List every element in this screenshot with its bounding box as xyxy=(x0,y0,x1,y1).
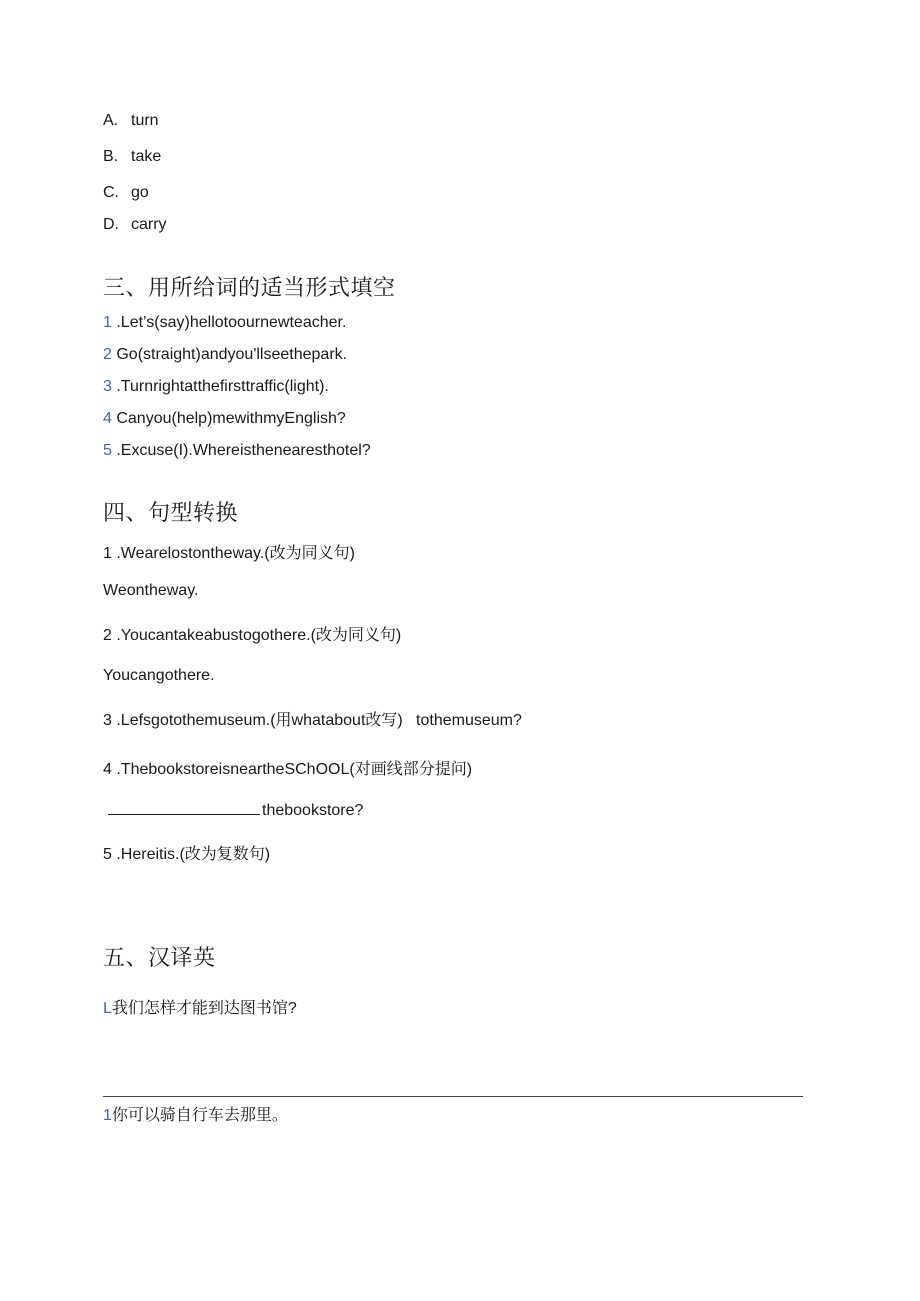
item-number: L xyxy=(103,1000,112,1017)
option-text: turn xyxy=(131,112,159,129)
option-text: carry xyxy=(131,216,167,233)
answer-text: thebookstore? xyxy=(262,802,364,819)
item-text: Canyou(help)mewithmyEnglish? xyxy=(111,410,346,427)
answer-line: Weontheway. xyxy=(103,582,199,599)
answer-line: Youcangothere. xyxy=(103,667,215,684)
option-text: take xyxy=(131,148,162,165)
item-number: 3 xyxy=(103,712,112,729)
item-number: 4 xyxy=(103,761,112,778)
item-number: 2 xyxy=(103,627,112,644)
option-letter: B. xyxy=(103,148,119,165)
item-text: .Hereitis.(改为复数句) xyxy=(111,846,271,863)
question xyxy=(103,756,472,779)
item-text: .Youcantakeabustogothere.(改为同义句) xyxy=(111,627,402,644)
list-item xyxy=(103,378,329,396)
question xyxy=(103,995,297,1018)
item-text: .Wearelostontheway.(改为同义句) xyxy=(111,545,355,562)
question xyxy=(103,707,522,730)
section3-heading: 三、用所给词的适当形式填空 xyxy=(103,275,396,300)
answer-line xyxy=(108,800,363,820)
item-number: 1 xyxy=(103,314,112,331)
list-item xyxy=(103,314,346,332)
item-text: .Lefsgotothemuseum.(用whatabout改写) tothemuseum? xyxy=(111,712,522,729)
item-number: 1 xyxy=(103,1107,112,1124)
option-b xyxy=(103,148,161,166)
option-letter: C. xyxy=(103,184,119,201)
question xyxy=(103,622,401,645)
item-number: 2 xyxy=(103,346,112,363)
question xyxy=(103,540,355,563)
item-text: .Excuse(I).Whereisthenearesthotel? xyxy=(111,442,371,459)
question xyxy=(103,841,270,864)
item-text: .Let’s(say)hellotoournewteacher. xyxy=(111,314,347,331)
list-item xyxy=(103,346,347,364)
item-number: 3 xyxy=(103,378,112,395)
item-text: .Turnrightatthefirsttraffic(light). xyxy=(111,378,329,395)
item-text: Go(straight)andyou'llseethepark. xyxy=(111,346,348,363)
list-item xyxy=(103,410,346,428)
item-number: 5 xyxy=(103,846,112,863)
question xyxy=(103,1102,288,1125)
item-text: 我们怎样才能到达图书馆? xyxy=(111,1000,297,1017)
item-text: .ThebookstoreisneartheSChOOL(对画线部分提问) xyxy=(111,761,473,778)
section5-heading: 五、汉译英 xyxy=(103,945,216,970)
option-c xyxy=(103,184,149,202)
option-text: go xyxy=(131,184,149,201)
item-number: 4 xyxy=(103,410,112,427)
answer-blank xyxy=(108,800,260,815)
section4-heading: 四、句型转换 xyxy=(103,500,239,525)
item-number: 5 xyxy=(103,442,112,459)
option-d xyxy=(103,216,167,234)
item-number: 1 xyxy=(103,545,112,562)
option-a xyxy=(103,112,159,130)
option-letter: A. xyxy=(103,112,119,129)
item-text: 你可以骑自行车去那里。 xyxy=(111,1107,288,1124)
list-item xyxy=(103,442,371,460)
answer-rule xyxy=(103,1096,803,1097)
option-letter: D. xyxy=(103,216,119,233)
